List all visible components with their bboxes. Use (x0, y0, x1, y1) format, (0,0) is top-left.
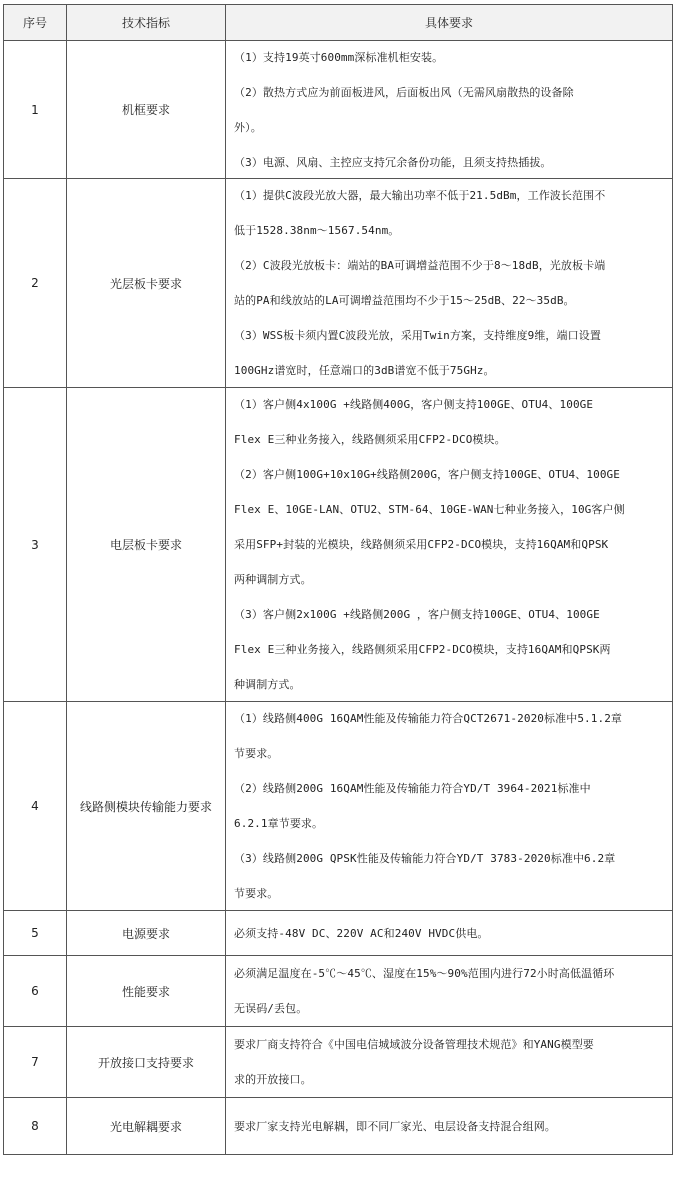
requirement-paragraph (234, 965, 666, 1017)
requirement-paragraph (234, 710, 666, 762)
row-number: 3 (4, 388, 67, 702)
table-row (4, 956, 673, 1027)
requirement-line: （3）WSS板卡须内置C波段光放，采用Twin方案，支持维度9维，端口设置 (234, 329, 601, 342)
header-requirement: 具体要求 (226, 5, 673, 41)
row-number: 6 (4, 956, 67, 1027)
requirement-line: 站的PA和线放站的LA可调增益范围均不少于15～25dB、22～35dB。 (234, 294, 575, 307)
row-indicator: 电层板卡要求 (67, 388, 226, 702)
row-number: 8 (4, 1098, 67, 1155)
header-no: 序号 (4, 5, 67, 41)
requirement-line: 必须支持-48V DC、220V AC和240V HVDC供电。 (234, 926, 489, 940)
requirement-paragraph (234, 187, 666, 239)
requirement-line: （1）支持19英寸600mm深标准机柜安装。 (234, 50, 444, 64)
requirement-line: Flex E三种业务接入，线路侧须采用CFP2-DCO模块。 (234, 433, 506, 446)
row-number: 7 (4, 1027, 67, 1098)
requirement-line: （2）散热方式应为前面板进风，后面板出风（无需风扇散热的设备除 (234, 85, 574, 99)
requirement-line: （1）客户侧4x100G +线路侧400G，客户侧支持100GE、OTU4、100GE (234, 398, 594, 411)
header-item: 技术指标 (67, 5, 226, 41)
requirement-paragraph (234, 850, 666, 902)
requirement-line: （1）提供C波段光放大器，最大输出功率不低于21.5dBm，工作波长范围不 (234, 189, 606, 202)
requirement-paragraph (234, 257, 666, 309)
requirement-line: 两种调制方式。 (234, 573, 312, 586)
requirement-paragraph (234, 327, 666, 379)
table-body (4, 41, 673, 1155)
requirement-line: （3）电源、风扇、主控应支持冗余备份功能，且须支持热插拔。 (234, 155, 552, 169)
requirement-paragraph (234, 84, 666, 136)
table-row (4, 41, 673, 179)
requirement-line: 无误码/丢包。 (234, 1002, 308, 1015)
requirement-paragraph (234, 49, 666, 66)
requirement-paragraph (234, 1118, 666, 1135)
requirement-line: 要求厂家支持光电解耦，即不同厂家光、电层设备支持混合组网。 (234, 1119, 556, 1133)
requirement-line: 种调制方式。 (234, 678, 301, 691)
requirement-paragraph (234, 1036, 666, 1088)
row-number: 2 (4, 179, 67, 388)
table-row (4, 702, 673, 911)
requirement-paragraph (234, 154, 666, 171)
requirement-line: （2）线路侧200G 16QAM性能及传输能力符合YD/T 3964-2021标准中 (234, 782, 591, 795)
requirement-line: 节要求。 (234, 887, 279, 900)
requirement-line: 必须满足温度在-5℃～45℃、湿度在15%～90%范围内进行72小时高低温循环 (234, 967, 615, 980)
requirement-line: （3）线路侧200G QPSK性能及传输能力符合YD/T 3783-2020标准中6.2章 (234, 852, 616, 865)
row-requirement (226, 1098, 673, 1155)
requirement-line: （1）线路侧400G 16QAM性能及传输能力符合QCT2671-2020标准中5.1.2章 (234, 712, 623, 725)
row-indicator: 机框要求 (67, 41, 226, 179)
row-indicator: 电源要求 (67, 911, 226, 956)
requirement-line: 100GHz谱宽时，任意端口的3dB谱宽不低于75GHz。 (234, 364, 495, 377)
header-row (4, 5, 673, 41)
requirement-line: 外）。 (234, 120, 262, 134)
table-row (4, 1098, 673, 1155)
row-indicator: 光电解耦要求 (67, 1098, 226, 1155)
table-row (4, 1027, 673, 1098)
tech-spec-table (3, 4, 673, 1155)
row-requirement (226, 956, 673, 1027)
requirement-line: 采用SFP+封装的光模块，线路侧须采用CFP2-DCO模块，支持16QAM和QPSK (234, 538, 609, 551)
row-number: 5 (4, 911, 67, 956)
table-row (4, 179, 673, 388)
row-requirement (226, 388, 673, 702)
requirement-line: 求的开放接口。 (234, 1073, 312, 1086)
requirement-paragraph (234, 925, 666, 942)
requirement-paragraph (234, 606, 666, 693)
table-row (4, 911, 673, 956)
requirement-line: Flex E三种业务接入，线路侧须采用CFP2-DCO模块，支持16QAM和QPSK两 (234, 643, 611, 656)
requirement-line: Flex E、10GE-LAN、OTU2、STM-64、10GE-WAN七种业务接入，10G客户侧 (234, 503, 625, 516)
row-number: 1 (4, 41, 67, 179)
requirement-paragraph (234, 396, 666, 448)
requirement-paragraph (234, 780, 666, 832)
row-indicator: 线路侧模块传输能力要求 (67, 702, 226, 911)
row-requirement (226, 702, 673, 911)
requirement-line: 6.2.1章节要求。 (234, 817, 324, 830)
requirement-line: （2）客户侧100G+10x10G+线路侧200G，客户侧支持100GE、OTU4、100GE (234, 468, 620, 481)
row-requirement (226, 41, 673, 179)
requirement-line: 节要求。 (234, 747, 279, 760)
row-number: 4 (4, 702, 67, 911)
row-indicator: 开放接口支持要求 (67, 1027, 226, 1098)
requirement-line: （3）客户侧2x100G +线路侧200G ，客户侧支持100GE、OTU4、100GE (234, 608, 600, 621)
row-indicator: 性能要求 (67, 956, 226, 1027)
row-requirement (226, 179, 673, 388)
requirement-line: （2）C波段光放板卡：端站的BA可调增益范围不少于8～18dB，光放板卡端 (234, 259, 606, 272)
row-requirement (226, 1027, 673, 1098)
requirement-paragraph (234, 466, 666, 588)
row-requirement (226, 911, 673, 956)
row-indicator: 光层板卡要求 (67, 179, 226, 388)
table-row (4, 388, 673, 702)
requirement-line: 低于1528.38nm～1567.54nm。 (234, 224, 400, 237)
requirement-line: 要求厂商支持符合《中国电信城域波分设备管理技术规范》和YANG模型要 (234, 1038, 594, 1051)
